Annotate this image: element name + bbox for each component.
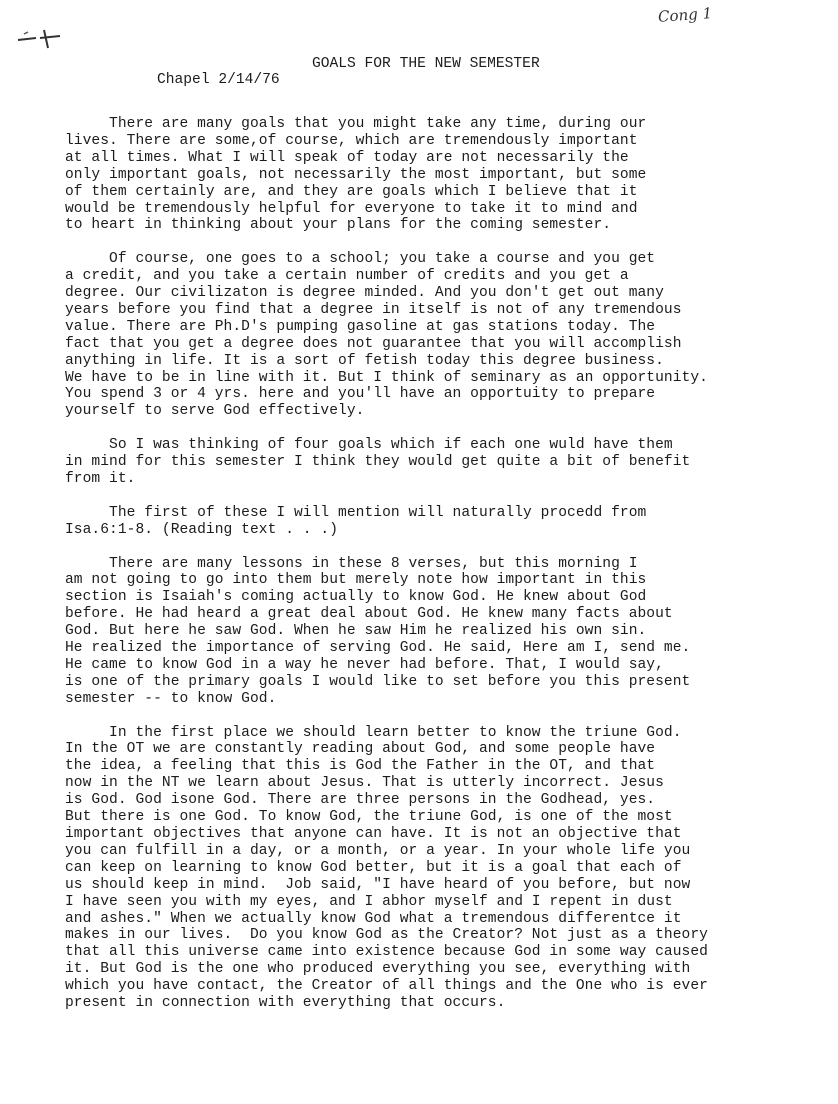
document-header [122,56,540,120]
text-line: You spend 3 or 4 yrs. here and you'll have an opportuity to prepare [65,386,656,403]
text-line: He realized the importance of serving God. He said, Here am I, send me. [65,640,691,657]
text-line: fact that you get a degree does not guarantee that you will accomplish [65,335,682,352]
text-line: the idea, a feeling that this is God the Father in the OT, and that [65,758,656,775]
chapel-date: Chapel 2/14/76 [157,72,280,88]
text-line: at all times. What I will speak of today are not necessarily the [65,149,629,166]
text-line: from it. [65,471,136,487]
text-line: am not going to go into them but merely note how important in this [65,572,647,589]
text-line: makes in our lives. Do you know God as the Creator? Not just as a theory [65,927,708,944]
corner-ink-mark [14,24,74,54]
paragraph [65,116,835,234]
text-line: In the first place we should learn better to know the triune God. [65,724,682,741]
paragraph [65,505,835,539]
paragraph [65,556,835,708]
text-line: yourself to serve God effectively. [65,403,365,420]
text-line: In the OT we are constantly reading about God, and some people have [65,741,656,758]
text-line: But there is one God. To know God, the triune God, is one of the most [65,809,673,826]
text-line: We have to be in line with it. But I think of seminary as an opportunity. [65,369,708,386]
text-line: would be tremendously helpful for everyone to take it to mind and [65,200,638,217]
text-line: you can fulfill in a day, or a month, or a year. In your whole life you [65,842,691,859]
handwritten-note: Cong 1 [657,4,713,26]
text-line: is one of the primary goals I would like to set before you this present [65,673,691,690]
paragraph [65,437,835,488]
text-line: to heart in thinking about your plans for the coming semester. [65,217,612,234]
text-line: The first of these I will mention will naturally procedd from [65,504,647,521]
text-line: present in connection with everything that occurs. [65,995,506,1012]
text-line: a credit, and you take a certain number of credits and you get a [65,268,629,285]
text-line: God. But here he saw God. When he saw Him he realized his own sin. [65,623,647,640]
document-body [65,116,835,1029]
text-line: important objectives that anyone can have. It is not an objective that [65,825,682,842]
text-line: and ashes." When we actually know God what a tremendous differentce it [65,910,682,927]
paragraph [65,725,835,1012]
text-line: There are many lessons in these 8 verses, but this morning I [65,555,638,572]
text-line: He came to know God in a way he never had before. That, I would say, [65,656,664,673]
text-line: I have seen you with my eyes, and I abhor myself and I repent in dust [65,893,673,910]
text-line: semester -- to know God. [65,690,277,707]
text-line: only important goals, not necessarily the most important, but some [65,166,647,183]
text-line: There are many goals that you might take any time, during our [65,116,647,132]
paragraph [65,251,835,420]
text-line: of them certainly are, and they are goals which I believe that it [65,183,638,200]
text-line: in mind for this semester I think they would get quite a bit of benefit [65,454,691,471]
text-line: lives. There are some,of course, which are tremendously important [65,132,638,149]
text-line: value. There are Ph.D's pumping gasoline at gas stations today. The [65,318,656,335]
text-line: anything in life. It is a sort of fetish today this degree business. [65,352,664,369]
text-line: years before you find that a degree in itself is not of any tremendous [65,301,682,318]
text-line: it. But God is the one who produced everything you see, everything with [65,961,691,978]
text-line: degree. Our civilizaton is degree minded. And you don't get out many [65,285,664,302]
text-line: which you have contact, the Creator of all things and the One who is ever [65,978,708,995]
text-line: So I was thinking of four goals which if each one wuld have them [65,437,673,454]
text-line: Isa.6:1-8. (Reading text . . .) [65,521,339,538]
text-line: us should keep in mind. Job said, "I have heard of you before, but now [65,876,691,893]
text-line: Of course, one goes to a school; you take a course and you get [65,251,656,268]
text-line: can keep on learning to know God better, but it is a goal that each of [65,859,682,876]
text-line: that all this universe came into existence because God in some way caused [65,944,708,961]
text-line: section is Isaiah's coming actually to know God. He knew about God [65,589,647,606]
text-line: now in the NT we learn about Jesus. That is utterly incorrect. Jesus [65,775,664,792]
text-line: before. He had heard a great deal about God. He knew many facts about [65,606,673,623]
text-line: is God. God isone God. There are three persons in the Godhead, yes. [65,792,656,809]
document-title: GOALS FOR THE NEW SEMESTER [312,56,540,72]
